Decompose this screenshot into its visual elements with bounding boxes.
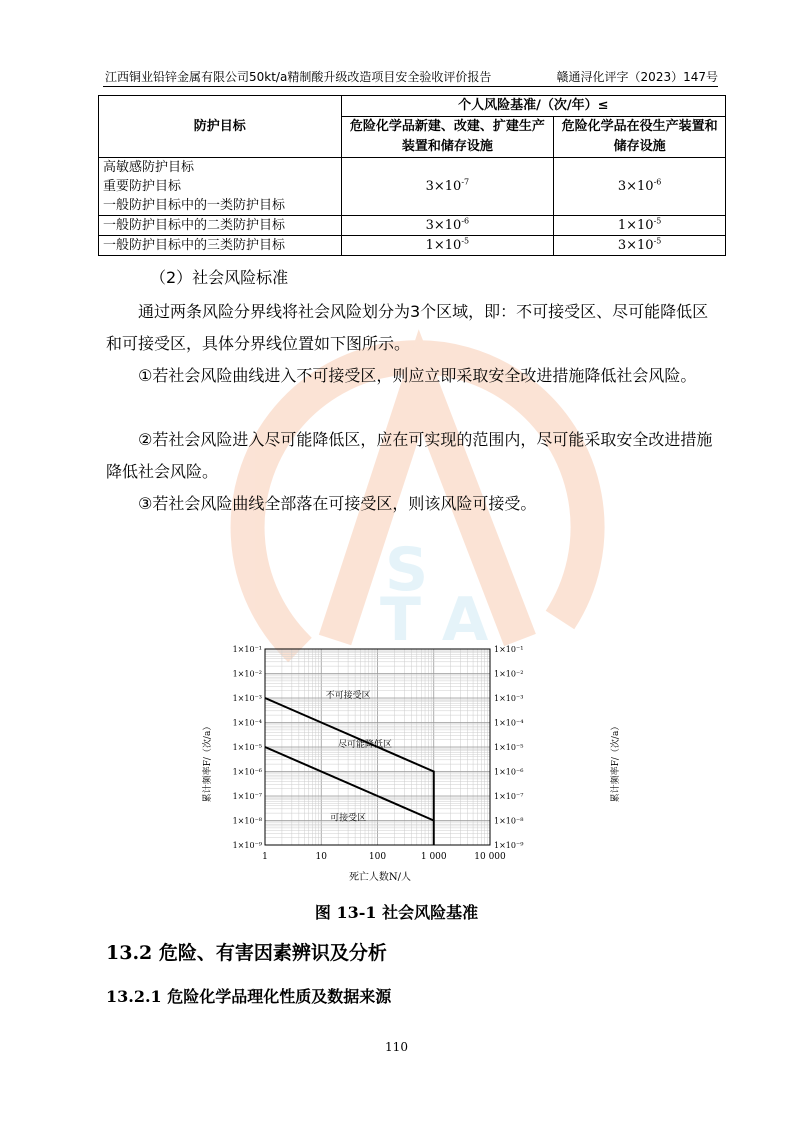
y-tick-label-right: 1×10⁻⁵: [494, 743, 524, 752]
svg-text:T A: T A: [380, 585, 489, 655]
paragraph: ②若社会风险进入尽可能降低区，应在可实现的范围内，尽可能采取安全改进措施降低社会风险。: [106, 430, 713, 481]
x-tick-label: 10: [315, 852, 327, 862]
region-label: 尽可能降低区: [338, 740, 393, 750]
y-tick-label-right: 1×10⁻²: [494, 669, 524, 679]
header-report-title: 江西铜业铅锌金属有限公司50kt/a精制酸升级改造项目安全验收评价报告: [105, 70, 492, 84]
table-row: [99, 158, 726, 216]
y-axis-label-right: 累计频率F/（次/a）: [611, 721, 621, 803]
y-tick-label-left: 1×10⁻⁸: [232, 816, 262, 826]
y-tick-label-left: 1×10⁻²: [232, 669, 262, 679]
paragraph: ①若社会风险曲线进入不可接受区，则应立即采取安全改进措施降低社会风险。: [138, 366, 697, 385]
row-targets: [99, 158, 342, 216]
figure-caption: 图 13-1 社会风险基准: [314, 903, 479, 922]
col-header-existing: 危险化学品在役生产装置和储存设施: [554, 117, 726, 158]
row-targets: [99, 236, 342, 256]
col-header-group: 个人风险基准/（次/年）≤: [341, 96, 725, 117]
page-number: 110: [385, 1040, 408, 1054]
paragraph: ③若社会风险曲线全部落在可接受区，则该风险可接受。: [138, 494, 537, 513]
value-existing: $1\times 10^{-5}$: [554, 216, 726, 236]
value-existing: $3\times 10^{-5}$: [554, 236, 726, 256]
y-tick-label-right: 1×10⁻⁹: [494, 841, 524, 850]
table-row: [99, 236, 726, 256]
col-header-target: 防护目标: [99, 96, 342, 158]
x-axis-label: 死亡人数N/人: [348, 872, 412, 883]
row-targets: [99, 216, 342, 236]
target-label: 高敏感防护目标: [103, 160, 195, 175]
svg-text:S: S: [385, 535, 429, 605]
target-label: 一般防护目标中的三类防护目标: [103, 238, 286, 253]
x-tick-label: 1: [262, 852, 268, 862]
y-tick-label-right: 1×10⁻⁶: [494, 767, 524, 777]
y-tick-label-left: 1×10⁻⁴: [232, 718, 262, 728]
paragraph: 通过两条风险分界线将社会风险划分为3个区域，即：不可接受区、尽可能降低区和可接受区，具体分界线位置如下图所示。: [106, 302, 709, 353]
value-existing: $3\times 10^{-6}$: [554, 158, 726, 216]
table-row: [99, 216, 726, 236]
header-report-number: 赣通浔化评字（2023）147号: [556, 70, 718, 84]
y-axis-label-left: 累计频率F/（次/a）: [203, 721, 213, 803]
y-tick-label-right: 1×10⁻¹: [494, 645, 524, 654]
y-tick-label-right: 1×10⁻³: [494, 694, 524, 703]
region-label: 可接受区: [330, 813, 367, 824]
x-tick-label: 1 000: [420, 852, 447, 862]
x-tick-label: 100: [368, 852, 387, 862]
value-new: $3\times 10^{-6}$: [341, 216, 554, 236]
y-tick-label-left: 1×10⁻¹: [232, 645, 262, 654]
y-tick-label-right: 1×10⁻⁷: [494, 792, 524, 801]
heading-13-2: 13.2 危险、有害因素辨识及分析: [106, 942, 387, 964]
x-tick-label: 10 000: [474, 852, 506, 862]
social-risk-chart: [190, 637, 621, 887]
page-header: [103, 66, 718, 87]
section-social-risk: （2）社会风险标准: [150, 268, 289, 287]
col-header-new: 危险化学品新建、改建、扩建生产装置和储存设施: [341, 117, 554, 158]
target-label: 一般防护目标中的一类防护目标: [103, 198, 286, 213]
value-new: $3\times 10^{-7}$: [341, 158, 554, 216]
y-tick-label-right: 1×10⁻⁴: [494, 718, 524, 728]
y-tick-label-left: 1×10⁻⁷: [232, 792, 262, 801]
series-line-lower-boundary: [265, 747, 434, 821]
y-tick-label-right: 1×10⁻⁸: [494, 816, 524, 826]
region-label: 不可接受区: [325, 691, 371, 701]
value-new: $1\times 10^{-5}$: [341, 236, 554, 256]
heading-13-2-1: 13.2.1 危险化学品理化性质及数据来源: [106, 987, 392, 1006]
chart-ticks: [233, 645, 525, 862]
y-tick-label-left: 1×10⁻⁹: [232, 841, 262, 850]
target-label: 重要防护目标: [103, 179, 182, 194]
y-tick-label-left: 1×10⁻³: [232, 694, 262, 703]
target-label: 一般防护目标中的二类防护目标: [103, 218, 286, 233]
individual-risk-table: [98, 95, 726, 256]
y-tick-label-left: 1×10⁻⁶: [232, 767, 262, 777]
y-tick-label-left: 1×10⁻⁵: [232, 743, 262, 752]
